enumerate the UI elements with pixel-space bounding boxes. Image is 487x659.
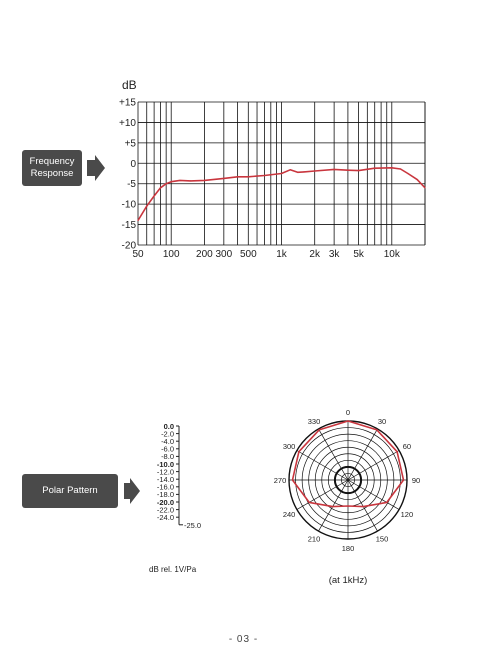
scale-tick-label: 0.0	[163, 421, 174, 431]
data-point	[309, 502, 310, 503]
data-point	[318, 429, 319, 430]
scale-tick-label: -2.0	[161, 429, 174, 439]
data-point	[297, 172, 298, 173]
angle-tick-label: 0	[345, 407, 351, 417]
data-point	[376, 429, 377, 430]
data-point	[171, 181, 172, 182]
scale-tick-label: -10.0	[156, 459, 174, 469]
x-tick-label: 5k	[353, 249, 364, 260]
data-point	[146, 206, 147, 207]
data-point	[160, 187, 161, 188]
data-point	[190, 180, 191, 181]
data-point	[281, 173, 282, 174]
angle-tick-label: 150	[375, 534, 389, 544]
data-point	[347, 505, 348, 506]
data-point	[303, 171, 304, 172]
data-point	[204, 180, 205, 181]
data-point	[363, 506, 364, 507]
data-point	[166, 183, 167, 184]
data-point	[407, 173, 408, 174]
data-point	[248, 176, 249, 177]
data-point	[403, 479, 404, 480]
polar-pattern-chart	[0, 400, 487, 590]
data-point	[374, 168, 375, 169]
data-point	[137, 220, 138, 221]
scale-tick-label: -4.0	[161, 437, 174, 446]
polar-pattern-label: Polar Pattern	[42, 485, 98, 496]
scale-tick-label: -12.0	[156, 467, 174, 477]
x-tick-label: 2k	[309, 249, 320, 260]
x-tick-label: 300	[215, 249, 233, 260]
scale-tick-label: -8.0	[161, 452, 174, 462]
angle-tick-label: 90	[411, 475, 421, 485]
data-point	[400, 168, 401, 169]
x-tick-label: 10k	[383, 249, 400, 260]
scale-tick-label: -16.0	[156, 482, 174, 492]
data-point	[223, 178, 224, 179]
data-point	[391, 167, 392, 168]
scale-tick-label: -22.0	[156, 505, 174, 515]
data-point	[179, 180, 180, 181]
scale-tick-label: -14.0	[156, 475, 174, 484]
data-point	[237, 176, 238, 177]
data-point	[292, 479, 293, 480]
data-point	[417, 179, 418, 180]
scale-tick-label: -6.0	[161, 444, 174, 454]
data-point	[334, 169, 335, 170]
x-tick-label: 200	[196, 249, 213, 260]
data-point	[332, 506, 333, 507]
angle-tick-label: 30	[377, 416, 387, 426]
angle-tick-label: 240	[282, 509, 296, 519]
y-tick-label: -5	[127, 179, 136, 191]
data-point	[314, 170, 315, 171]
angle-tick-label: 210	[307, 534, 321, 544]
scale-unit-label: dB rel. 1V/Pa	[149, 565, 197, 574]
x-tick-label: 1k	[276, 249, 287, 260]
x-tick-label: 100	[162, 249, 180, 260]
polar-annotation: (at 1kHz)	[328, 575, 368, 586]
data-point	[386, 502, 387, 503]
x-tick-label: 50	[132, 249, 144, 260]
frequency-response-label: Frequency Response	[29, 156, 75, 179]
data-point	[347, 170, 348, 171]
angle-tick-label: 120	[400, 509, 414, 519]
data-point	[154, 195, 155, 196]
angle-tick-label: 330	[307, 416, 321, 426]
page-number: - 03 -	[228, 634, 259, 645]
y-tick-label: +10	[119, 117, 136, 129]
data-point	[347, 420, 348, 421]
y-tick-label: +15	[119, 97, 136, 109]
y-axis-label: dB	[122, 78, 137, 92]
data-point	[424, 187, 425, 188]
scale-tick-label: -24.0	[156, 513, 174, 522]
angle-tick-label: 300	[282, 441, 296, 451]
data-point	[264, 175, 265, 176]
y-tick-label: -15	[121, 220, 136, 232]
data-point	[396, 451, 397, 452]
x-tick-label: 3k	[328, 249, 340, 260]
x-tick-label: 500	[239, 249, 257, 260]
data-point	[358, 170, 359, 171]
data-point	[290, 169, 291, 170]
angle-tick-label: 60	[402, 441, 412, 451]
y-tick-label: +5	[124, 138, 136, 150]
angle-tick-label: 270	[273, 475, 287, 485]
data-point	[298, 451, 299, 452]
scale-tick-label: -25.0	[184, 520, 202, 530]
y-tick-label: 0	[130, 158, 136, 170]
scale-tick-label: -20.0	[156, 497, 174, 507]
y-tick-label: -20	[121, 240, 136, 252]
scale-tick-label: -18.0	[156, 490, 174, 500]
y-tick-label: -10	[121, 199, 136, 211]
frequency-response-chart	[0, 0, 487, 300]
angle-tick-label: 180	[341, 543, 355, 553]
